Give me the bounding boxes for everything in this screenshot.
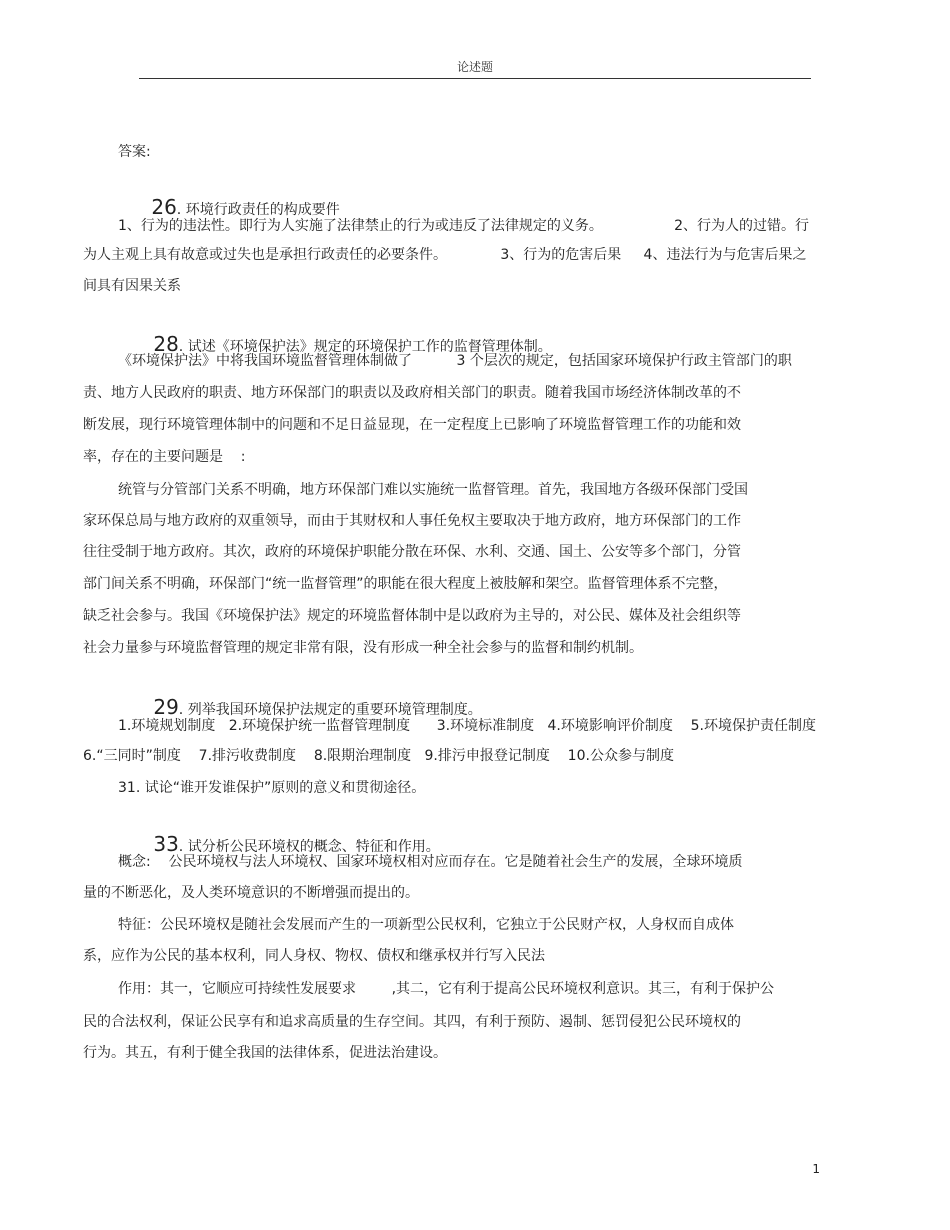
q33-line-5: 作用：其一，它顺应可持续性发展要求 ,其二，它有利于提高公民环境权利意识。其三，有利于保护公 xyxy=(118,981,775,997)
q28-line-2: 责、地方人民政府的职责、地方环保部门的职责以及政府相关部门的职责。随着我国市场经济体制改革的不 xyxy=(83,385,741,401)
question-number: 29 xyxy=(153,695,179,719)
q28-line-4: 率，存在的主要问题是 : xyxy=(83,449,246,465)
q29-line-1: 1.环境规划制度 2.环境保护统一监督管理制度 3.环境标准制度 4.环境影响评价制度 5.环境保护责任制度 xyxy=(118,718,816,734)
q28-line-8: 部门间关系不明确，环保部门“统一监督管理”的职能在很大程度上被肢解和架空。监督管理体系不完整， xyxy=(83,576,728,592)
question-number: 33 xyxy=(153,832,179,856)
q33-line-4: 系，应作为公民的基本权利，同人身权、物权、债权和继承权并行写入民法 xyxy=(83,948,545,964)
q26-line-2: 为人主观上具有故意或过失也是承担行政责任的必要条件。 3、行为的危害后果 4、违法行为与危害后果之 xyxy=(83,247,807,263)
q26-line-3: 间具有因果关系 xyxy=(83,278,181,294)
answer-label: 答案: xyxy=(118,144,151,160)
question-31-heading: 31. 试论“谁开发谁保护”原则的意义和贯彻途径。 xyxy=(118,780,426,796)
q28-line-5: 统管与分管部门关系不明确，地方环保部门难以实施统一监督管理。首先，我国地方各级环保部门受国 xyxy=(118,482,748,498)
q33-line-2: 量的不断恶化，及人类环境意识的不断增强而提出的。 xyxy=(83,885,419,901)
page-number: 1 xyxy=(812,1162,820,1176)
question-title: . 列举我国环境保护法规定的重要环境管理制度。 xyxy=(178,702,482,718)
q33-line-3: 特征：公民环境权是随社会发展而产生的一项新型公民权利，它独立于公民财产权，人身权而自成体 xyxy=(118,917,734,933)
q28-line-6: 家环保总局与地方政府的双重领导，而由于其财权和人事任免权主要取决于地方政府，地方环保部门的工作 xyxy=(83,513,741,529)
header-rule xyxy=(139,78,811,79)
question-title: . 试述《环境保护法》规定的环境保护工作的监督管理体制。 xyxy=(178,339,552,355)
q28-line-9: 缺乏社会参与。我国《环境保护法》规定的环境监督体制中是以政府为主导的，对公民、媒体及社会组织等 xyxy=(83,608,741,624)
q26-line-1: 1、行为的违法性。即行为人实施了法律禁止的行为或违反了法律规定的义务。 2、行为人的过错。行 xyxy=(118,218,810,234)
question-title: . 试分析公民环境权的概念、特征和作用。 xyxy=(178,839,440,855)
q33-line-1: 概念: 公民环境权与法人环境权、国家环境权相对应而存在。它是随着社会生产的发展，全球环境质 xyxy=(118,854,743,870)
q28-line-3: 断发展，现行环境管理体制中的问题和不足日益显现，在一定程度上已影响了环境监督管理工作的功能和效 xyxy=(83,417,741,433)
q28-line-7: 往往受制于地方政府。其次，政府的环境保护职能分散在环保、水利、交通、国土、公安等多个部门，分管 xyxy=(83,544,741,560)
question-number: 28 xyxy=(153,332,179,356)
q28-line-1: 《环境保护法》中将我国环境监督管理体制做了 3 个层次的规定，包括国家环境保护行政主管部门的职 xyxy=(118,353,792,369)
q33-line-7: 行为。其五，有利于健全我国的法律体系，促进法治建设。 xyxy=(83,1045,447,1061)
question-title: . 环境行政责任的构成要件 xyxy=(176,202,340,218)
q33-line-6: 民的合法权利，保证公民享有和追求高质量的生存空间。其四，有利于预防、遏制、惩罚侵犯公民环境权的 xyxy=(83,1014,741,1030)
page-header-title: 论述题 xyxy=(456,60,493,74)
question-number: 26 xyxy=(151,195,177,219)
q28-line-10: 社会力量参与环境监督管理的规定非常有限，没有形成一种全社会参与的监督和制约机制。 xyxy=(83,640,643,656)
q29-line-2: 6.“三同时”制度 7.排污收费制度 8.限期治理制度 9.排污申报登记制度 10.公众参与制度 xyxy=(83,748,674,764)
